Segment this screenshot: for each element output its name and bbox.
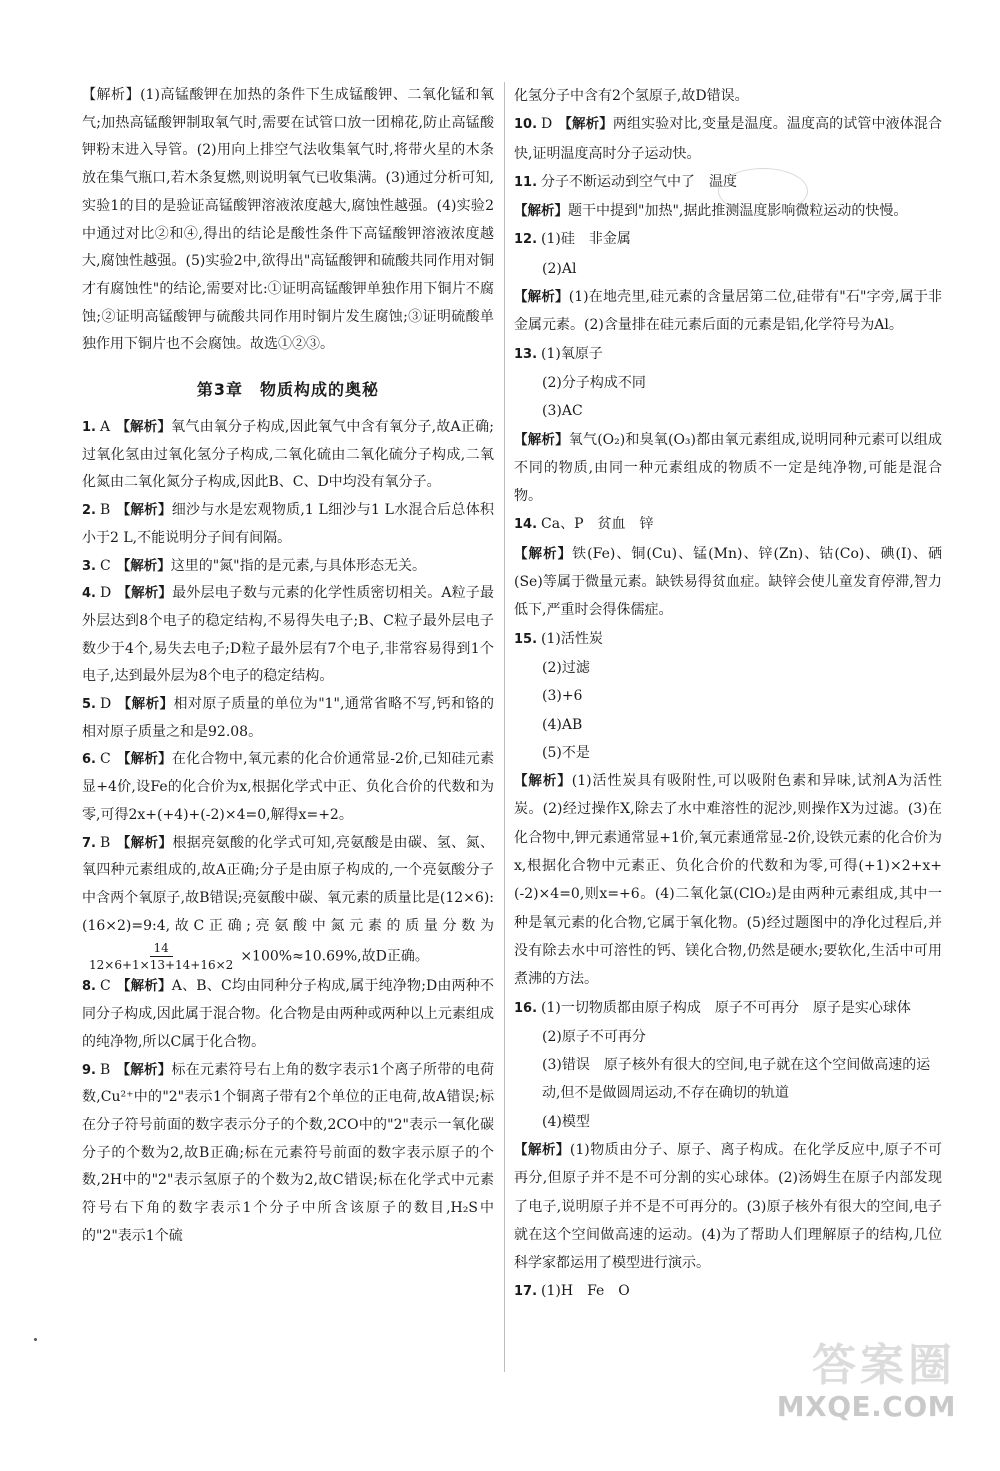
analysis-tag: 【解析】 — [514, 545, 573, 562]
watermark-logo-text: 答案圈 — [812, 1340, 956, 1391]
question-6 — [82, 746, 494, 829]
analysis-tag: 【解析】 — [514, 431, 569, 448]
question-5 — [82, 691, 494, 746]
question-10 — [514, 110, 942, 168]
question-number: 13. — [514, 346, 538, 362]
analysis-tag: 【解析】 — [514, 773, 572, 790]
question-4 — [82, 580, 494, 691]
sub-answer: (1)H Fe O — [541, 1283, 630, 1300]
analysis-text: 这里的"氮"指的是元素,与具体形态无关。 — [170, 557, 427, 574]
analysis-text: (1)活性炭具有吸附性,可以吸附色素和异味,试剂A为活性炭。(2)经过操作X,除去了水中难溶性的泥沙,则操作X为过滤。(3)在化合物中,钾元素通常显+1价,氧元素通常显-2价,设铁元素的化合价为x,根据化合物中元素正、负化合价的代数和为零,可得(+1)×2+x+(-2)×4=0,则x=+6。(4)二氧化氯(ClO₂)是由两种元素组成,其中一种是氧元素的化合物,它属于氧化物。(5)经过题图中的净化过程后,并没有除去水中可溶性的钙、镁化合物,仍然是硬水;要软化,生活中可用煮沸的方法。 — [514, 773, 943, 988]
question-number: 6. — [82, 752, 96, 768]
mass-fraction — [85, 940, 237, 973]
question-7 — [82, 830, 494, 974]
question-14-analysis — [514, 540, 942, 625]
question-13 — [514, 340, 942, 369]
analysis-tag: 【解析】 — [116, 502, 172, 519]
analysis-tag: 【解析】 — [116, 978, 172, 995]
right-column — [514, 82, 942, 1307]
question-15 — [514, 625, 942, 654]
column-divider — [504, 82, 505, 1372]
analysis-tag: 【解析】 — [514, 289, 569, 306]
question-2 — [82, 497, 494, 552]
analysis-tag: 【解析】 — [117, 696, 174, 713]
question-number: 9. — [82, 1062, 96, 1078]
question-9 — [82, 1057, 494, 1251]
sub-answer: (2)分子构成不同 — [542, 374, 646, 391]
sub-answer: (1)活性炭 — [541, 630, 603, 647]
fraction-denominator: 12×6+1×13+14+16×2 — [89, 958, 234, 973]
sub-answer: (1)硅 非金属 — [541, 231, 631, 248]
question-number: 16. — [514, 1000, 538, 1016]
analysis-text: 在化合物中,氧元素的化合价通常显-2价,已知硅元素显+4价,设Fe的化合价为x,根据化学式中正、负化合价的代数和为零,可得2x+(+4)+(-2)×4=0,解得x=+2。 — [82, 751, 495, 823]
analysis-text: 标在元素符号右上角的数字表示1个离子所带的电荷数,Cu²⁺中的"2"表示1个铜离子带有2个单位的正电荷,故A错误;标在分子符号前面的数字表示分子的个数,2CO中的"2"表示一氧化碳分子的个数为2,故B正确;标在元素符号前面的数字表示原子的个数,2H中的"2"表示氢原子的个数为2,故C错误;标在化学式中元素符号右下角的数字表示1个分子中所含该原子的数目,H₂S中的"2"表示1个硫 — [82, 1061, 495, 1244]
question-16 — [514, 994, 942, 1023]
print-dot — [34, 1338, 37, 1341]
analysis-tag: 【解析】 — [558, 116, 613, 133]
question-number: 7. — [82, 835, 96, 851]
sub-answer: (3)AC — [542, 403, 583, 420]
question-number: 12. — [514, 232, 538, 248]
answer-text: Ca、P 贫血 锌 — [541, 516, 654, 533]
question-number: 15. — [514, 631, 538, 647]
sub-answer: (2)原子不可再分 — [542, 1028, 646, 1045]
analysis-tag: 【解析】 — [116, 751, 172, 768]
analysis-tag: 【解析】 — [117, 585, 173, 602]
question-number: 3. — [82, 558, 96, 574]
analysis-tag: 【解析】 — [116, 834, 173, 851]
answer-choice: D — [541, 116, 553, 133]
question-number: 10. — [514, 117, 538, 133]
analysis-tag: 【解析】 — [116, 1061, 172, 1078]
question-8 — [82, 973, 494, 1056]
question-12 — [514, 225, 942, 254]
answer-choice: C — [99, 557, 111, 574]
site-watermark — [750, 1340, 960, 1423]
question-number: 8. — [82, 979, 96, 995]
question-13-analysis — [514, 426, 942, 511]
answer-choice: D — [99, 696, 112, 713]
analysis-tag: 【解析】 — [116, 419, 172, 436]
question-9-continued: 化氢分子中含有2个氢原子,故D错误。 — [514, 88, 749, 104]
fraction-suffix: ×100%≈10.69%,故D正确。 — [240, 948, 429, 965]
question-16-analysis — [514, 1136, 942, 1277]
sub-answer: (2)Al — [542, 260, 577, 277]
analysis-text: 氧气(O₂)和臭氧(O₃)都由氧元素组成,说明同种元素可以组成不同的物质,由同一种元素组成的物质不一定是纯净物,可能是混合物。 — [514, 431, 943, 505]
analysis-tag: 【解析】 — [514, 1141, 570, 1158]
question-number: 2. — [82, 503, 96, 519]
question-3 — [82, 553, 494, 581]
fraction-prefix: 质量分数为 — [405, 917, 494, 934]
sub-answer: (3)+6 — [542, 688, 583, 705]
analysis-text: 根据亮氨酸的化学式可知,亮氨酸是由碳、氢、氮、氧四种元素组成的,故A正确;分子是由原子构成的,一个亮氨酸分子中含两个氧原子,故B错误;亮氨酸中碳、氧元素的质量比是(12×6):(16×2)=9:4,故C正确;亮氨酸中氮元素的 — [82, 834, 495, 934]
answer-choice: C — [99, 751, 111, 768]
analysis-text: A、B、C均由同种分子构成,属于纯净物;D由两种不同分子构成,因此属于混合物。化合物是由两种或两种以上元素组成的纯净物,所以C属于化合物。 — [82, 978, 494, 1050]
watermark-url: MXQE.COM — [776, 1390, 956, 1423]
sub-answer: (4)AB — [542, 716, 583, 733]
fraction-numerator: 14 — [150, 940, 173, 957]
sub-answer: (2)过滤 — [542, 659, 590, 676]
answer-text: 分子不断运动到空气中了 温度 — [541, 173, 738, 190]
question-number: 4. — [82, 586, 96, 602]
sub-answer: (5)不是 — [542, 744, 590, 761]
sub-answer: (3)错误 原子核外有很大的空间,电子就在这个空间做高速的运动,但不是做圆周运动,不存在确切的轨道 — [542, 1057, 931, 1102]
analysis-text: (1)在地壳里,硅元素的含量居第二位,硅带有"石"字旁,属于非金属元素。(2)含量排在硅元素后面的元素是铝,化学符号为Al。 — [514, 289, 943, 334]
analysis-tag: 【解析】 — [116, 557, 171, 574]
answer-choice: B — [99, 502, 111, 519]
question-12-analysis — [514, 283, 942, 340]
analysis-text: 两组实验对比,变量是温度。温度高的试管中液体混合快,证明温度高时分子运动快。 — [514, 116, 943, 162]
question-1 — [82, 414, 494, 497]
intro-analysis: 【解析】(1)高锰酸钾在加热的条件下生成锰酸钾、二氧化锰和氧气;加热高锰酸钾制取氧气时,需要在试管口放一团棉花,防止高锰酸钾粉末进入导管。(2)用向上排空气法收集氧气时,将带火星的木条放在集气瓶口,若木条复燃,则说明氧气已收集满。(3)通过分析可知,实验1的目的是验证高锰酸钾溶液浓度越大,腐蚀性越强。(4)实验2中通过对比②和④,得出的结论是酸性条件下高锰酸钾溶液浓度越大,腐蚀性越强。(5)实验2中,欲得出"高锰酸钾和硫酸共同作用对铜才有腐蚀性"的结论,需要对比:①证明高锰酸钾单独作用下铜片不腐蚀;②证明高锰酸钾与硫酸共同作用时铜片发生腐蚀;③证明硫酸单独作用下铜片也不会腐蚀。故选①②③。 — [82, 87, 494, 353]
question-14 — [514, 510, 942, 539]
answer-choice: C — [99, 978, 111, 995]
answer-choice: D — [99, 585, 112, 602]
question-15-analysis — [514, 767, 942, 993]
sub-answer: (4)模型 — [542, 1113, 590, 1130]
answer-choice: A — [99, 419, 111, 436]
sub-answer: (1)一切物质都由原子构成 原子不可再分 原子是实心球体 — [541, 999, 911, 1016]
analysis-tag: 【解析】 — [514, 203, 568, 220]
analysis-text: (1)物质由分子、原子、离子构成。在化学反应中,原子不可再分,但原子并不是不可分割的实心球体。(2)汤姆生在原子内部发现了电子,说明原子并不是不可再分的。(3)原子核外有很大的空间,电子就在这个空间做高速的运动。(4)为了帮助人们理解原子的结构,几位科学家都运用了模型进行演示。 — [514, 1141, 943, 1272]
analysis-text: 细沙与水是宏观物质,1 L细沙与1 L水混合后总体积小于2 L,不能说明分子间有间隔。 — [82, 502, 495, 546]
question-number: 5. — [82, 697, 96, 713]
analysis-text: 相对原子质量的单位为"1",通常省略不写,钙和铬的相对原子质量之和是92.08。 — [82, 696, 495, 740]
question-number: 11. — [514, 174, 538, 190]
answer-choice: B — [99, 1061, 111, 1078]
left-column — [82, 82, 494, 1250]
question-number: 1. — [82, 420, 96, 436]
analysis-text: 氧气由氧分子构成,因此氧气中含有氧分子,故A正确;过氧化氢由过氧化氢分子构成,二氧化硫由二氧化硫分子构成,二氧化氮由二氧化氮分子构成,因此B、C、D中均没有氧分子。 — [82, 419, 494, 491]
question-number: 14. — [514, 517, 538, 533]
answer-choice: B — [99, 834, 111, 851]
chapter-title: 第3章 物质构成的奥秘 — [196, 380, 380, 400]
analysis-text: 铁(Fe)、铜(Cu)、锰(Mn)、锌(Zn)、钴(Co)、碘(I)、硒(Se)等属于微量元素。缺铁易得贫血症。缺锌会使儿童发育停滞,智力低下,严重时会得侏儒症。 — [514, 545, 942, 619]
sub-answer: (1)氧原子 — [541, 345, 603, 362]
faint-stamp-mark — [718, 168, 808, 214]
question-17 — [514, 1277, 942, 1306]
analysis-text: 题干中提到"加热",据此推测温度影响微粒运动的快慢。 — [568, 203, 908, 220]
analysis-text: 最外层电子数与元素的化学性质密切相关。A粒子最外层达到8个电子的稳定结构,不易得失电子;B、C粒子最外层电子数少于4个,易失去电子;D粒子最外层有7个电子,非常容易得到1个电子,达到最外层为8个电子的稳定结构。 — [82, 585, 495, 685]
question-number: 17. — [514, 1284, 538, 1300]
